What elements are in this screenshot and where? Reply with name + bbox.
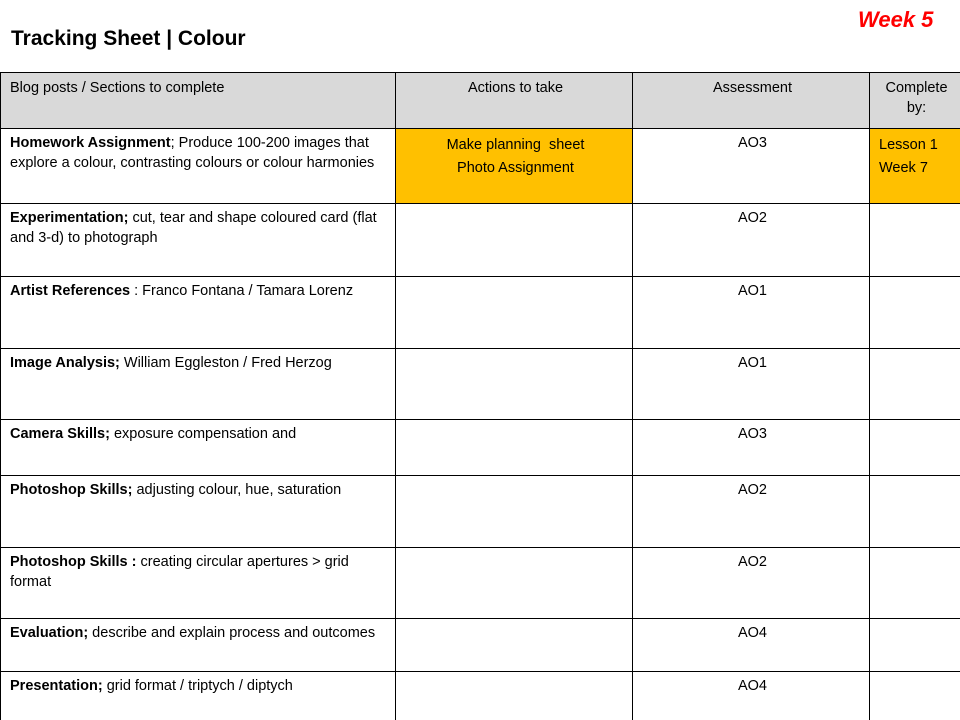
table-row	[1, 129, 960, 204]
assessment-cell: AO2	[633, 204, 870, 277]
section-cell	[1, 476, 396, 548]
complete-by-cell	[870, 619, 960, 672]
table-row	[1, 204, 960, 277]
actions-cell	[396, 129, 633, 204]
section-cell	[1, 129, 396, 204]
assessment-cell: AO4	[633, 619, 870, 672]
complete-by-cell	[870, 672, 960, 720]
table-row	[1, 476, 960, 548]
section-detail: ; Produce 100-200 images that explore a colour, contrasting colours or colour harmonies	[10, 135, 375, 171]
actions-cell	[396, 420, 633, 476]
section-title: Image Analysis;	[10, 355, 120, 371]
section-cell	[1, 420, 396, 476]
assessment-cell: AO3	[633, 420, 870, 476]
action-item: Make planning sheet	[446, 137, 585, 153]
actions-cell	[396, 277, 633, 349]
section-detail: creating circular apertures > grid format	[10, 554, 353, 590]
section-detail: : Franco Fontana / Tamara Lorenz	[130, 283, 354, 299]
section-title: Presentation;	[10, 678, 103, 694]
section-title: Homework Assignment	[10, 135, 171, 151]
section-title: Camera Skills;	[10, 426, 110, 442]
complete-by-cell	[870, 129, 960, 204]
assessment-cell: AO2	[633, 548, 870, 619]
tracking-table	[0, 72, 960, 720]
assessment-cell: AO2	[633, 476, 870, 548]
section-cell	[1, 204, 396, 277]
actions-cell	[396, 476, 633, 548]
section-detail: adjusting colour, hue, saturation	[132, 482, 342, 498]
section-title: Experimentation;	[10, 210, 129, 226]
complete-by-item: Lesson 1	[879, 137, 938, 153]
actions-cell	[396, 672, 633, 720]
actions-cell	[396, 204, 633, 277]
section-cell	[1, 672, 396, 720]
section-title: Evaluation;	[10, 625, 89, 641]
section-cell	[1, 619, 396, 672]
actions-cell	[396, 548, 633, 619]
table-row	[1, 349, 960, 420]
section-title: Photoshop Skills :	[10, 554, 137, 570]
assessment-cell: AO4	[633, 672, 870, 720]
column-header-assessment: Assessment	[633, 73, 870, 129]
week-label: Week 5	[858, 7, 934, 32]
complete-by-item: Week 7	[879, 160, 928, 176]
column-header-blog-posts: Blog posts / Sections to complete	[1, 73, 396, 129]
section-title: Artist References	[10, 283, 131, 299]
assessment-cell: AO1	[633, 349, 870, 420]
table-row	[1, 548, 960, 619]
actions-cell	[396, 619, 633, 672]
complete-by-cell	[870, 548, 960, 619]
column-header-complete-by: Complete by:	[870, 73, 960, 129]
complete-by-cell	[870, 420, 960, 476]
table-row	[1, 420, 960, 476]
complete-by-cell	[870, 204, 960, 277]
table-header-row	[1, 73, 960, 129]
section-cell	[1, 548, 396, 619]
actions-cell	[396, 349, 633, 420]
section-title: Photoshop Skills;	[10, 482, 133, 498]
action-item: Photo Assignment	[457, 160, 574, 176]
section-detail: describe and explain process and outcomes	[88, 625, 376, 641]
section-detail: exposure compensation and	[109, 426, 297, 442]
complete-by-cell	[870, 277, 960, 349]
assessment-cell: AO1	[633, 277, 870, 349]
column-header-actions: Actions to take	[396, 73, 633, 129]
complete-by-cell	[870, 349, 960, 420]
section-detail: grid format / triptych / diptych	[102, 678, 293, 694]
section-detail: cut, tear and shape coloured card (flat and 3-d) to photograph	[10, 210, 381, 246]
section-detail: William Eggleston / Fred Herzog	[119, 355, 332, 371]
assessment-cell: AO3	[633, 129, 870, 204]
table-row	[1, 672, 960, 720]
section-cell	[1, 277, 396, 349]
table-row	[1, 619, 960, 672]
page-title: Tracking Sheet | Colour	[11, 27, 246, 50]
table-row	[1, 277, 960, 349]
complete-by-cell	[870, 476, 960, 548]
section-cell	[1, 349, 396, 420]
